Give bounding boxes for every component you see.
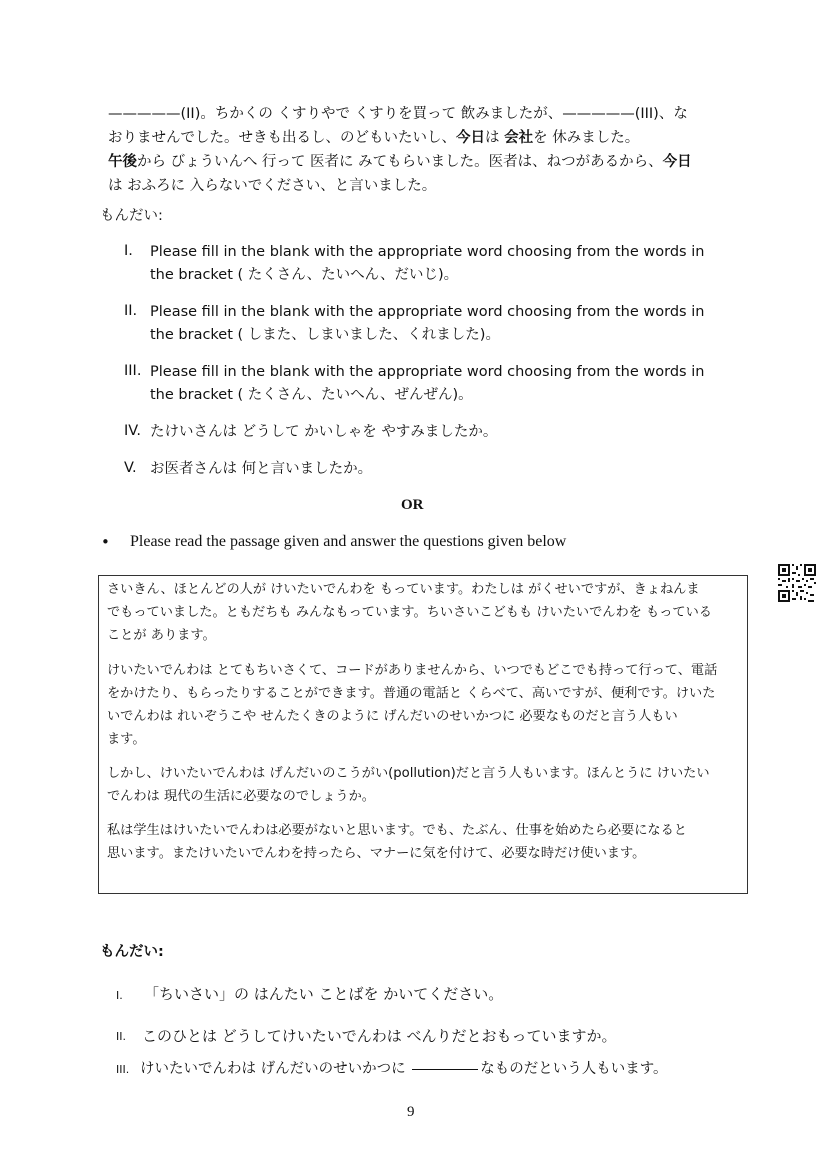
- mondai-heading-2: [100, 942, 164, 962]
- story-line-4: は おふろに 入らないでください、と言いました。: [108, 178, 437, 194]
- question-number: I.: [116, 989, 123, 1002]
- answer-blank: [412, 1069, 478, 1070]
- or-label: OR: [401, 497, 424, 513]
- question-text: Please fill in the blank with the appropriate word choosing from the words in: [150, 304, 705, 320]
- question-text: [140, 1057, 668, 1078]
- passage-paragraph-2: けいたいでんわは とてもちいさくて、コードがありませんから、いつでもどこでも持って行って、電話 をかけたり、もらったりすることができます。普通の電話と くらべて、高いですが、便利です。けいた いでんわは れいぞうこや せんたくきのように げんだいのせいかつに 必要なものだと言う人もい ます。: [107, 663, 718, 747]
- qr-code-icon: [777, 563, 817, 603]
- question-text-part: なものだという人もいます。: [480, 1061, 668, 1077]
- question-number: III.: [124, 363, 142, 379]
- story-line-1: —————(II)。ちかくの くすりやで くすりを買って 飲みましたが、—————(III)、な: [108, 106, 688, 122]
- question-number: IV.: [124, 423, 141, 439]
- question-number: III.: [116, 1063, 130, 1076]
- question-text-part: けいたいでんわは げんだいのせいかつに: [140, 1061, 411, 1077]
- question-text: the bracket ( たくさん、たいへん、だいじ)。: [150, 267, 459, 283]
- story-text: おりませんでした。せきも出るし、のどもいたいし、: [108, 130, 456, 146]
- mondai-heading-2-text: もんだい:: [100, 944, 164, 960]
- question-text: たけいさんは どうして かいしゃを やすみましたか。: [150, 424, 498, 440]
- story-line-2: [108, 128, 639, 148]
- passage-paragraph-4: 私は学生はけいたいでんわは必要がないと思います。でも、たぶん、仕事を始めたら必要になると 思います。またけいたいでんわを持ったら、マナーに気を付けて、必要な時だけ使います。: [107, 823, 687, 861]
- bullet: •: [101, 533, 110, 551]
- question-number: I.: [124, 243, 133, 259]
- question-text: このひとは どうしてけいたいでんわは べんりだとおもっていますか。: [142, 1027, 617, 1045]
- passage-paragraph-1: さいきん、ほとんどの人が けいたいでんわを もっています。わたしは がくせいですが、きょねんま でもっていました。ともだちも みんなもっています。ちいさいこどもも けいたいでんわを もっている ことが あります。: [107, 582, 712, 643]
- question-text: the bracket ( しまた、しまいました、くれました)。: [150, 327, 500, 343]
- story-bold-word: 今日: [662, 154, 692, 170]
- story-text: を 休みました。: [533, 130, 640, 146]
- question-text: Please fill in the blank with the appropriate word choosing from the words in: [150, 364, 705, 380]
- mondai-heading-1: もんだい:: [100, 208, 163, 224]
- question-number: II.: [124, 303, 138, 319]
- page-number: 9: [407, 1104, 415, 1120]
- story-bold-word: 今日: [456, 130, 485, 146]
- story-bold-word: 午後: [108, 154, 137, 170]
- story-text: は: [485, 130, 505, 146]
- story-bold-word: 会社: [504, 130, 534, 146]
- story-line-3: [108, 152, 692, 172]
- story-text: から びょういんへ 行って 医者に みてもらいました。医者は、ねつがあるから、: [137, 154, 663, 170]
- question-text: the bracket ( たくさん、たいへん、ぜんぜん)。: [150, 387, 473, 403]
- passage-box: [98, 575, 748, 894]
- instruction-text: Please read the passage given and answer the questions given below: [130, 533, 567, 550]
- question-text: お医者さんは 何と言いましたか。: [150, 461, 373, 477]
- question-number: V.: [124, 460, 137, 476]
- question-text: 「ちいさい」の はんたい ことばを かいてください。: [144, 985, 504, 1003]
- passage-paragraph-3: しかし、けいたいでんわは げんだいのこうがい(pollution)だと言う人もいます。ほんとうに けいたい でんわは 現代の生活に必要なのでしょうか。: [107, 766, 710, 804]
- question-number: II.: [116, 1030, 126, 1043]
- question-text: Please fill in the blank with the appropriate word choosing from the words in: [150, 244, 705, 260]
